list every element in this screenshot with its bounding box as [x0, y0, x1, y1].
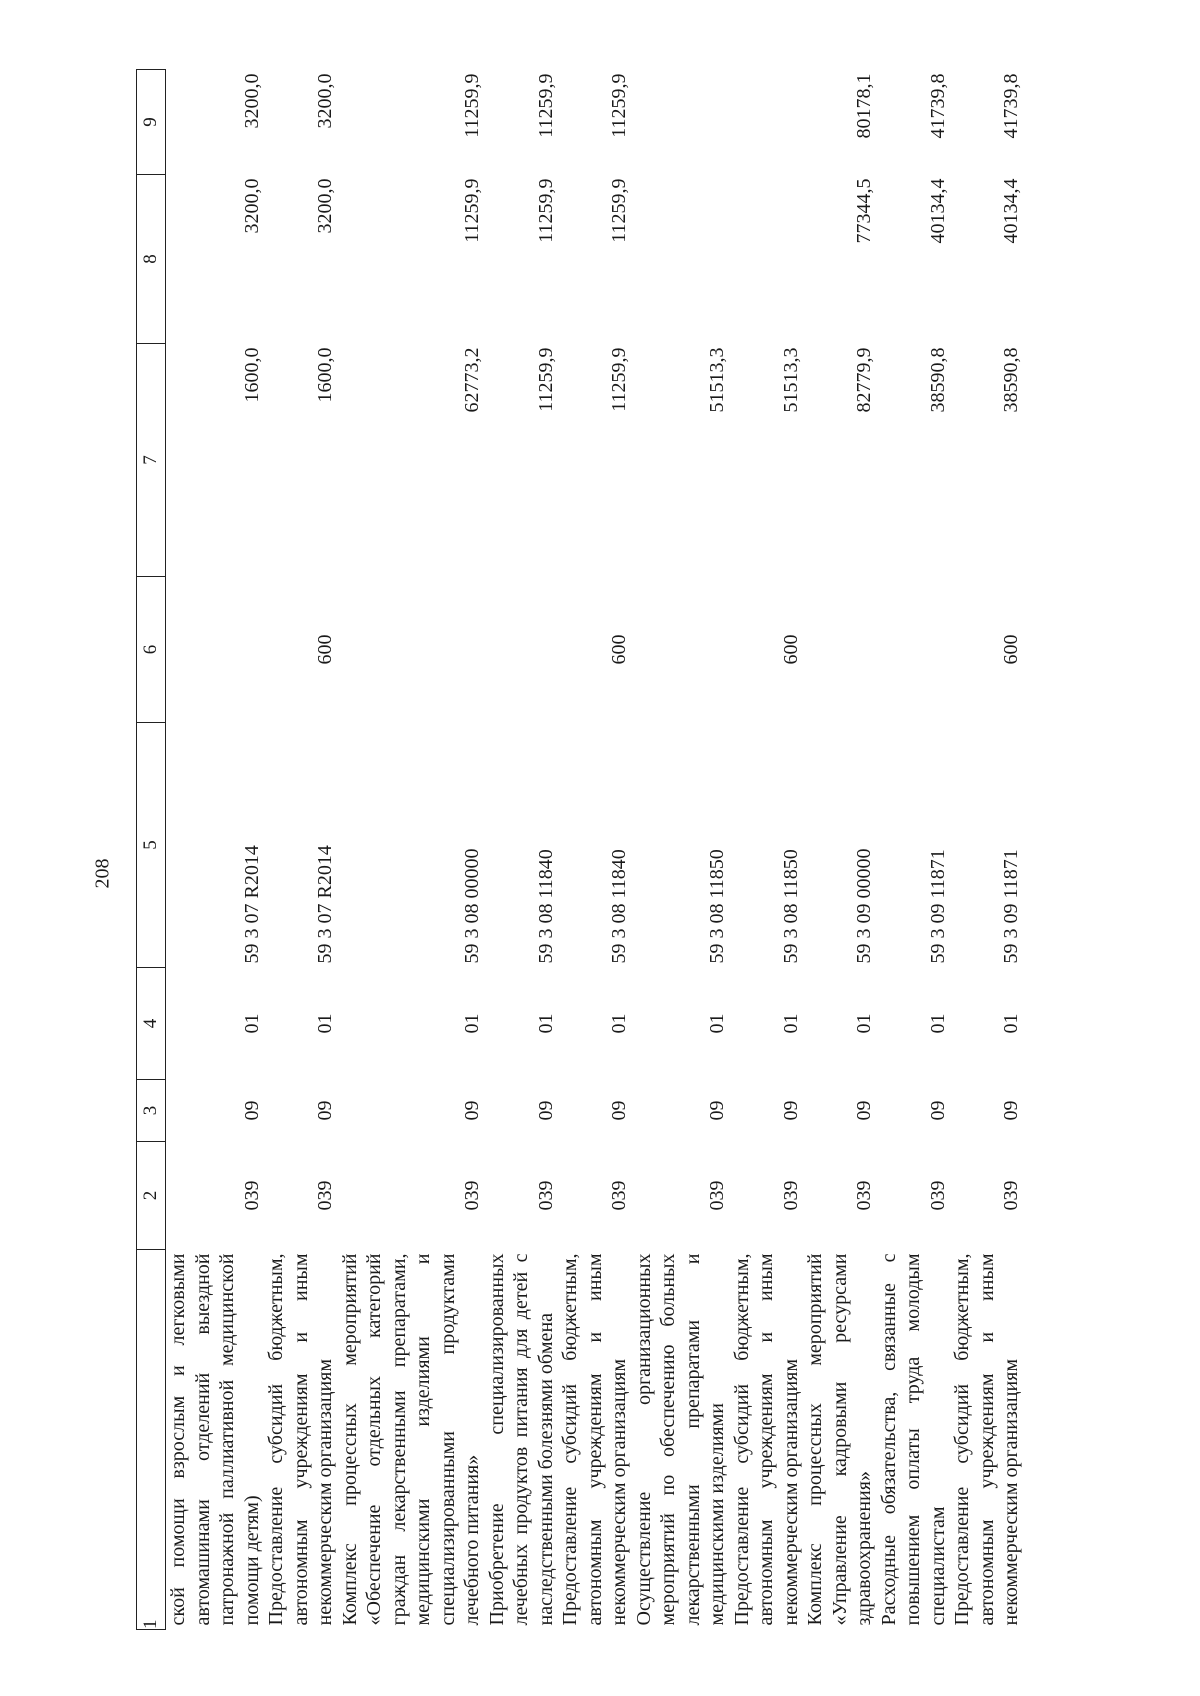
row-code-2: 039	[1000, 1180, 1022, 1211]
row-amount-8: 77344,5	[853, 178, 875, 244]
row-amount-8: 40134,4	[926, 178, 949, 244]
row-code-3: 09	[853, 1100, 875, 1121]
header-cell: 2	[137, 1142, 166, 1250]
row-target-code: 59 3 08 11850	[779, 849, 802, 964]
row-amount-9: 3200,0	[314, 73, 336, 129]
row-code-3: 09	[314, 1100, 336, 1121]
row-amount-7: 51513,3	[706, 347, 728, 413]
table-row	[877, 70, 951, 1630]
row-description: Осуществление организационных мероприятий по обеспечению больных лекарственными препаратами и медицинскими изделиями	[632, 1253, 728, 1626]
row-code-3: 09	[926, 1100, 949, 1121]
row-amount-7: 62773,2	[461, 347, 483, 413]
header-cell: 4	[137, 968, 166, 1080]
row-amount-7: 11259,9	[534, 347, 557, 412]
row-code-3: 09	[534, 1100, 557, 1121]
row-description: Предоставление субсидий бюджетным, автономным учреждениям и иным некоммерческим организациям	[559, 1253, 630, 1626]
row-amount-8	[632, 175, 730, 344]
row-code-4: 01	[534, 1013, 557, 1034]
row-amount-7: 1600,0	[240, 347, 263, 403]
row-code-3: 09	[608, 1100, 630, 1121]
row-amount-8	[730, 175, 804, 344]
row-expense-type	[485, 577, 559, 723]
row-description: Предоставление субсидий бюджетным, автономным учреждениям и иным некоммерческим организациям	[951, 1253, 1022, 1626]
row-description: ской помощи взрослым и легковыми автомашинами отделений выездной патронажной паллиативной медицинской помощи детям)	[167, 1253, 263, 1626]
row-code-3: 09	[461, 1100, 483, 1121]
row-amount-9: 41739,8	[1000, 73, 1022, 139]
row-code-4: 01	[779, 1013, 802, 1034]
table-row	[166, 70, 265, 1630]
page-number: 208	[91, 858, 114, 889]
row-code-4: 01	[1000, 1013, 1022, 1034]
row-amount-8: 11259,9	[534, 178, 557, 243]
row-code-2: 039	[608, 1180, 630, 1211]
row-code-2: 039	[314, 1180, 336, 1211]
row-amount-9: 41739,8	[926, 73, 949, 139]
row-amount-8: 11259,9	[608, 178, 630, 243]
row-code-4: 01	[240, 1013, 263, 1034]
budget-table-wrapper	[136, 70, 1061, 1630]
row-amount-8: 3200,0	[240, 178, 263, 234]
header-cell: 7	[137, 344, 166, 577]
header-cell: 8	[137, 175, 166, 344]
row-target-code: 59 3 08 11840	[534, 849, 557, 964]
table-row	[264, 70, 338, 1630]
row-expense-type	[877, 577, 951, 723]
header-cell: 3	[137, 1080, 166, 1142]
header-row	[137, 70, 166, 1630]
header-cell: 1	[137, 1250, 166, 1630]
row-code-4: 01	[461, 1013, 483, 1034]
row-expense-type	[632, 577, 730, 723]
row-expense-type: 600	[608, 634, 630, 665]
row-code-2: 039	[534, 1180, 557, 1211]
table-body	[137, 70, 1028, 1630]
row-description: Расходные обязательства, связанные с повышением оплаты труда молодым специалистам	[877, 1253, 949, 1626]
row-target-code: 59 3 09 11871	[926, 849, 949, 964]
row-amount-7: 82779,9	[853, 347, 875, 413]
row-amount-8: 3200,0	[314, 178, 336, 234]
row-amount-9: 3200,0	[240, 73, 263, 129]
table-row	[485, 70, 559, 1630]
row-description: Приобретение специализированных лечебных продуктов питания для детей с наследственными болезнями обмена	[485, 1253, 557, 1626]
row-amount-9	[632, 70, 730, 175]
row-code-4: 01	[926, 1013, 949, 1034]
row-code-4: 01	[314, 1013, 336, 1034]
row-code-2: 039	[706, 1180, 728, 1211]
row-amount-9: 11259,9	[461, 73, 483, 138]
row-target-code: 59 3 08 11850	[706, 849, 728, 964]
header-cell: 9	[137, 70, 166, 175]
row-description: Предоставление субсидий бюджетным, автономным учреждениям и иным некоммерческим организациям	[265, 1253, 336, 1626]
row-expense-type: 600	[779, 634, 802, 665]
row-target-code: 59 3 08 00000	[461, 848, 483, 964]
row-code-3: 09	[1000, 1100, 1022, 1121]
table-row	[950, 70, 1028, 1630]
budget-table	[136, 69, 1028, 1630]
row-expense-type	[338, 577, 485, 723]
row-amount-8: 40134,4	[1000, 178, 1022, 244]
row-expense-type: 600	[314, 634, 336, 665]
row-target-code: 59 3 07 R2014	[314, 845, 336, 964]
row-target-code: 59 3 08 11840	[608, 849, 630, 964]
row-description: Предоставление субсидий бюджетным, автономным учреждениям и иным некоммерческим организациям	[730, 1253, 802, 1626]
header-cell: 5	[137, 723, 166, 968]
row-amount-9	[730, 70, 804, 175]
row-expense-type	[166, 577, 265, 723]
row-code-3: 09	[706, 1100, 728, 1121]
row-code-4: 01	[608, 1013, 630, 1034]
row-code-2: 039	[779, 1180, 802, 1211]
row-code-4: 01	[853, 1013, 875, 1034]
header-cell: 6	[137, 577, 166, 723]
row-amount-7: 51513,3	[779, 347, 802, 413]
row-amount-7: 38590,8	[1000, 347, 1022, 413]
row-code-4: 01	[706, 1013, 728, 1034]
row-amount-7: 11259,9	[608, 347, 630, 412]
row-code-2: 039	[461, 1180, 483, 1211]
row-amount-8: 11259,9	[461, 178, 483, 243]
row-amount-9: 11259,9	[608, 73, 630, 138]
row-description: Комплекс процессных мероприятий «Обеспечение отдельных категорий граждан лекарственными препаратами, медицинскими изделиями и специализированными продуктами лечебного питания»	[338, 1253, 483, 1626]
row-amount-9: 80178,1	[853, 73, 875, 139]
row-code-2: 039	[240, 1180, 263, 1211]
row-target-code: 59 3 09 11871	[1000, 849, 1022, 964]
table-row	[730, 70, 804, 1630]
table-row	[338, 70, 485, 1630]
row-amount-7: 38590,8	[926, 347, 949, 413]
row-expense-type	[803, 577, 877, 723]
row-code-3: 09	[779, 1100, 802, 1121]
row-description: Комплекс процессных мероприятий «Управление кадровыми ресурсами здравоохранения»	[804, 1253, 875, 1626]
row-code-2: 039	[926, 1180, 949, 1211]
row-target-code: 59 3 07 R2014	[240, 845, 263, 964]
row-amount-7: 1600,0	[314, 347, 336, 403]
row-amount-9: 11259,9	[534, 73, 557, 138]
row-code-3: 09	[240, 1100, 263, 1121]
table-row	[632, 70, 730, 1630]
table-row	[803, 70, 877, 1630]
row-expense-type: 600	[1000, 634, 1022, 665]
row-target-code: 59 3 09 00000	[853, 848, 875, 964]
row-code-2: 039	[853, 1180, 875, 1211]
table-row	[558, 70, 632, 1630]
